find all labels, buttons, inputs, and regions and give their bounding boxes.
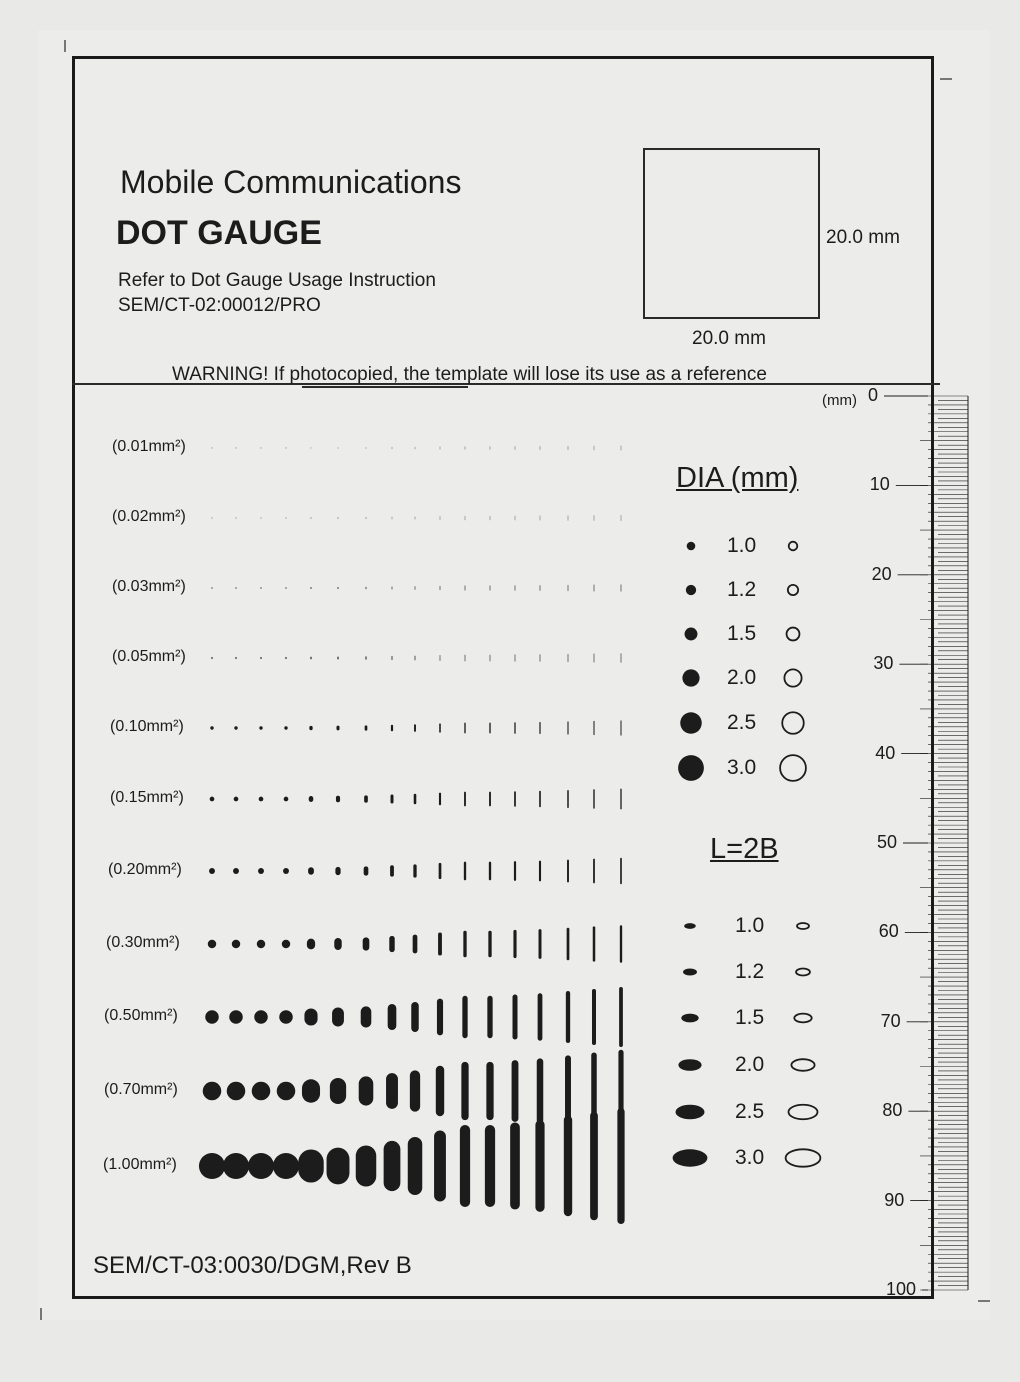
area-mark-5-11 (489, 792, 491, 807)
area-mark-1-11 (490, 516, 491, 520)
dia-outline-dot-1 (788, 585, 798, 595)
area-mark-2-13 (540, 585, 541, 591)
ruler-label-40: 40 (875, 742, 896, 763)
area-mark-2-10 (465, 585, 466, 590)
l2b-section-title: L=2B (710, 833, 779, 865)
area-mark-4-14 (567, 721, 568, 734)
area-mark-3-14 (568, 654, 569, 662)
area-mark-7-10 (463, 931, 466, 958)
area-dot-5-2 (259, 797, 264, 802)
ruler-label-30: 30 (873, 653, 894, 674)
area-mark-7-7 (389, 936, 394, 952)
area-mark-3-4 (310, 657, 312, 660)
area-dot-0-1 (235, 447, 236, 448)
area-dot-8-2 (254, 1010, 268, 1024)
area-mark-6-12 (514, 861, 516, 881)
area-dot-8-0 (205, 1010, 219, 1024)
dia-outline-dot-0 (789, 542, 798, 551)
area-mark-0-15 (594, 446, 595, 451)
area-mark-10-10 (460, 1125, 470, 1207)
area-mark-9-13 (537, 1058, 544, 1123)
area-mark-8-6 (361, 1006, 372, 1027)
area-mark-3-7 (391, 656, 392, 660)
area-dot-7-2 (257, 940, 265, 948)
area-mark-6-4 (308, 867, 314, 875)
area-dot-3-3 (285, 657, 287, 659)
area-mark-1-9 (440, 516, 441, 520)
square-height-label: 20.0 mm (826, 227, 900, 248)
area-mark-5-13 (539, 791, 541, 807)
area-mark-5-16 (620, 789, 621, 810)
area-dot-1-2 (260, 517, 261, 518)
area-mark-7-6 (363, 937, 370, 950)
area-mark-4-5 (336, 726, 339, 731)
dia-size-1: 1.2 (727, 578, 757, 601)
instruction-line-1: Refer to Dot Gauge Usage Instruction (118, 270, 436, 291)
area-mark-10-7 (384, 1141, 401, 1191)
area-mark-10-14 (564, 1116, 572, 1216)
area-mark-10-8 (408, 1137, 423, 1195)
area-dot-6-3 (283, 868, 289, 874)
dia-filled-dot-5 (678, 755, 704, 781)
area-label-9: (0.70mm²) (104, 1081, 178, 1098)
area-mark-7-11 (488, 931, 491, 958)
area-mark-5-10 (464, 792, 466, 807)
l2b-size-4: 2.5 (735, 1100, 765, 1123)
area-mark-9-11 (486, 1062, 493, 1120)
area-dot-7-0 (208, 940, 216, 948)
area-mark-1-6 (365, 517, 366, 519)
area-mark-7-13 (539, 929, 542, 959)
area-mark-0-4 (310, 447, 311, 448)
area-dot-2-0 (211, 587, 213, 589)
area-label-4: (0.10mm²) (110, 718, 184, 735)
l2b-outline-ellipse-5 (786, 1149, 821, 1166)
area-mark-5-6 (364, 795, 368, 802)
area-dot-9-2 (252, 1082, 271, 1101)
dia-filled-dot-4 (680, 712, 702, 734)
l2b-filled-ellipse-0 (684, 923, 696, 929)
l2b-filled-ellipse-4 (676, 1105, 705, 1120)
area-label-10: (1.00mm²) (103, 1156, 177, 1173)
area-mark-2-14 (568, 585, 569, 591)
dia-filled-dot-0 (687, 542, 696, 551)
l2b-size-2: 1.5 (735, 1006, 765, 1029)
area-mark-6-15 (593, 859, 595, 884)
area-mark-10-12 (510, 1123, 520, 1210)
document-code: SEM/CT-03:0030/DGM,Rev B (93, 1252, 412, 1279)
area-dot-10-3 (273, 1153, 299, 1179)
area-mark-4-11 (489, 723, 490, 734)
area-mark-8-7 (388, 1004, 397, 1030)
area-mark-9-12 (512, 1060, 519, 1122)
ruler-label-0: 0 (868, 385, 879, 405)
area-mark-6-13 (539, 861, 541, 882)
area-mark-1-5 (337, 517, 338, 519)
area-mark-7-8 (413, 935, 418, 954)
dia-filled-dot-3 (682, 669, 699, 686)
dia-size-5: 3.0 (727, 756, 757, 779)
area-mark-6-16 (620, 858, 622, 884)
area-dot-4-3 (284, 726, 287, 729)
area-mark-10-11 (485, 1125, 495, 1207)
l2b-outline-ellipse-3 (791, 1059, 814, 1071)
area-mark-0-7 (392, 447, 393, 449)
l2b-filled-ellipse-3 (678, 1059, 701, 1071)
area-mark-5-14 (567, 790, 569, 808)
dia-size-2: 1.5 (727, 622, 757, 645)
area-label-3: (0.05mm²) (112, 648, 186, 665)
l2b-filled-ellipse-2 (681, 1014, 698, 1023)
area-dot-4-1 (234, 726, 237, 729)
area-mark-8-12 (513, 995, 518, 1040)
area-label-6: (0.20mm²) (108, 861, 182, 878)
area-mark-2-11 (490, 585, 491, 590)
l2b-filled-ellipse-5 (673, 1149, 708, 1166)
area-mark-0-10 (465, 446, 466, 450)
area-mark-3-12 (515, 654, 516, 661)
area-mark-2-7 (391, 586, 392, 589)
area-dot-4-2 (259, 726, 262, 729)
dia-size-4: 2.5 (727, 711, 757, 734)
area-dot-3-1 (235, 657, 237, 659)
dia-outline-dot-5 (780, 755, 806, 781)
area-mark-6-9 (439, 863, 442, 879)
area-dot-1-1 (235, 517, 236, 518)
area-mark-10-16 (617, 1108, 624, 1224)
area-dot-3-0 (211, 657, 213, 659)
area-mark-6-11 (489, 862, 491, 881)
dia-size-0: 1.0 (727, 534, 757, 557)
area-mark-7-5 (334, 938, 341, 950)
area-mark-4-10 (464, 723, 465, 734)
area-mark-0-9 (440, 446, 441, 449)
area-mark-7-16 (620, 925, 622, 963)
area-mark-4-8 (414, 724, 416, 732)
dia-size-3: 2.0 (727, 666, 757, 689)
l2b-size-5: 3.0 (735, 1146, 765, 1169)
area-mark-0-12 (515, 446, 516, 450)
ruler-label-50: 50 (877, 832, 898, 852)
area-label-8: (0.50mm²) (104, 1007, 178, 1024)
area-mark-9-6 (359, 1076, 374, 1105)
area-mark-9-7 (386, 1073, 398, 1109)
area-mark-2-6 (365, 587, 366, 590)
area-mark-7-12 (513, 930, 516, 958)
area-mark-10-5 (327, 1148, 350, 1185)
area-dot-10-0 (199, 1153, 225, 1179)
dia-filled-dot-2 (685, 628, 698, 641)
area-mark-7-9 (438, 932, 442, 955)
area-dot-1-3 (285, 517, 286, 518)
area-mark-6-6 (364, 866, 369, 875)
area-mark-8-4 (304, 1008, 317, 1025)
ruler-label-100: 100 (886, 1279, 917, 1299)
l2b-outline-ellipse-1 (796, 969, 810, 976)
area-mark-0-16 (621, 445, 622, 450)
area-mark-10-13 (535, 1120, 544, 1212)
ruler-label-70: 70 (880, 1010, 901, 1031)
area-dot-6-0 (209, 868, 215, 874)
area-mark-9-10 (461, 1062, 468, 1120)
ruler-label-20: 20 (871, 563, 892, 584)
area-mark-3-6 (365, 656, 367, 659)
area-mark-3-5 (337, 656, 339, 659)
dia-section-title: DIA (mm) (676, 462, 799, 494)
l2b-filled-ellipse-1 (683, 969, 697, 976)
area-mark-1-10 (465, 516, 466, 520)
area-mark-6-14 (567, 860, 569, 883)
area-mark-4-13 (539, 722, 540, 734)
area-mark-3-13 (540, 654, 541, 662)
ruler-label-80: 80 (882, 1100, 903, 1121)
area-mark-8-5 (332, 1008, 344, 1027)
area-mark-2-4 (310, 587, 312, 589)
area-mark-1-12 (515, 516, 516, 521)
l2b-size-1: 1.2 (735, 960, 765, 983)
area-mark-4-12 (514, 722, 515, 733)
instruction-line-2: SEM/CT-02:00012/PRO (118, 295, 321, 316)
square-width-label: 20.0 mm (692, 328, 766, 349)
area-dot-10-2 (248, 1153, 274, 1179)
company-name: Mobile Communications (120, 164, 462, 200)
area-mark-9-4 (302, 1079, 320, 1102)
area-mark-8-13 (538, 993, 543, 1040)
area-label-7: (0.30mm²) (106, 934, 180, 951)
area-dot-9-3 (277, 1082, 296, 1101)
area-mark-9-5 (330, 1078, 346, 1104)
area-mark-10-4 (298, 1149, 323, 1182)
area-mark-0-11 (490, 446, 491, 450)
area-mark-4-15 (593, 721, 594, 735)
area-dot-0-2 (260, 447, 261, 448)
area-dot-2-3 (285, 587, 287, 589)
area-mark-1-7 (392, 517, 393, 520)
ruler-label-60: 60 (878, 921, 899, 942)
dia-outline-dot-4 (782, 712, 804, 734)
area-mark-6-7 (390, 865, 394, 876)
area-mark-4-16 (621, 720, 622, 735)
area-mark-3-11 (490, 655, 491, 662)
area-mark-0-14 (568, 446, 569, 450)
ruler-unit-label: (mm) (822, 392, 857, 409)
dia-outline-dot-2 (787, 628, 800, 641)
area-mark-1-16 (621, 515, 622, 521)
area-mark-3-9 (440, 655, 441, 661)
area-mark-9-9 (436, 1066, 444, 1116)
area-mark-5-7 (390, 794, 393, 803)
area-dot-5-0 (210, 797, 215, 802)
area-dot-4-0 (210, 726, 213, 729)
area-dot-7-3 (282, 940, 290, 948)
area-dot-3-2 (260, 657, 262, 659)
area-mark-5-4 (309, 796, 314, 802)
area-mark-1-13 (540, 516, 541, 521)
area-mark-3-10 (465, 655, 466, 662)
l2b-outline-ellipse-4 (789, 1105, 818, 1120)
area-dot-6-2 (258, 868, 264, 874)
area-mark-0-5 (337, 447, 338, 449)
area-mark-7-14 (567, 928, 570, 961)
area-mark-9-8 (410, 1070, 420, 1111)
l2b-outline-ellipse-0 (797, 923, 809, 929)
area-mark-1-4 (310, 517, 311, 519)
area-mark-2-15 (594, 585, 595, 592)
area-mark-2-16 (621, 584, 622, 591)
area-dot-2-2 (260, 587, 262, 589)
area-mark-1-8 (415, 516, 416, 519)
area-dot-5-3 (284, 797, 289, 802)
area-mark-5-8 (414, 794, 417, 804)
area-mark-8-14 (566, 991, 570, 1043)
area-dot-0-0 (211, 447, 212, 448)
area-dot-9-0 (203, 1082, 222, 1101)
area-mark-4-9 (439, 723, 441, 732)
area-mark-5-15 (593, 789, 594, 808)
ruler-label-90: 90 (884, 1189, 905, 1210)
area-mark-2-5 (337, 587, 338, 589)
ruler-label-10: 10 (869, 474, 890, 495)
area-mark-3-8 (414, 656, 415, 661)
photocopy-warning: WARNING! If photocopied, the template will lose its use as a reference (172, 364, 767, 385)
area-dot-10-1 (223, 1153, 249, 1179)
area-mark-6-5 (335, 867, 340, 875)
area-mark-6-8 (413, 864, 416, 877)
area-dot-5-1 (234, 797, 239, 802)
area-mark-5-5 (336, 796, 340, 803)
area-mark-4-7 (391, 725, 393, 732)
area-mark-1-15 (594, 515, 595, 521)
area-mark-3-16 (621, 653, 622, 663)
area-mark-5-9 (439, 793, 441, 806)
area-label-2: (0.03mm²) (112, 578, 186, 595)
area-mark-3-15 (594, 654, 595, 663)
area-mark-1-14 (568, 515, 569, 520)
area-dot-2-1 (235, 587, 237, 589)
area-dot-1-0 (211, 517, 212, 518)
gauge-title: DOT GAUGE (116, 214, 322, 252)
area-mark-10-9 (434, 1130, 446, 1201)
area-mark-8-15 (592, 989, 596, 1045)
area-dot-8-1 (229, 1010, 243, 1024)
area-mark-0-13 (540, 446, 541, 450)
area-mark-5-12 (514, 791, 516, 807)
area-dot-8-3 (279, 1010, 293, 1024)
area-mark-0-6 (366, 447, 367, 449)
l2b-outline-ellipse-2 (794, 1014, 811, 1023)
area-dot-9-1 (227, 1082, 246, 1101)
l2b-size-0: 1.0 (735, 914, 765, 937)
area-mark-2-9 (440, 586, 441, 591)
area-dot-7-1 (232, 940, 240, 948)
area-mark-8-8 (411, 1002, 419, 1032)
area-dot-0-3 (285, 447, 286, 448)
area-mark-8-10 (462, 996, 467, 1038)
area-mark-8-16 (619, 987, 623, 1047)
area-mark-2-12 (515, 585, 516, 591)
area-label-1: (0.02mm²) (112, 508, 186, 525)
area-mark-2-8 (415, 586, 416, 590)
area-mark-4-4 (309, 726, 312, 730)
area-mark-10-15 (590, 1112, 598, 1221)
area-mark-0-8 (415, 447, 416, 450)
dia-filled-dot-1 (686, 585, 696, 595)
area-mark-7-4 (307, 939, 315, 950)
area-label-5: (0.15mm²) (110, 789, 184, 806)
area-mark-10-6 (356, 1145, 377, 1186)
l2b-size-3: 2.0 (735, 1053, 765, 1076)
area-mark-6-10 (464, 862, 466, 881)
area-mark-7-15 (593, 926, 596, 961)
area-dot-6-1 (233, 868, 239, 874)
area-label-0: (0.01mm²) (112, 438, 186, 455)
dia-outline-dot-3 (784, 669, 801, 686)
area-mark-4-6 (365, 725, 368, 730)
area-mark-8-11 (487, 996, 492, 1038)
area-mark-8-9 (437, 999, 443, 1036)
